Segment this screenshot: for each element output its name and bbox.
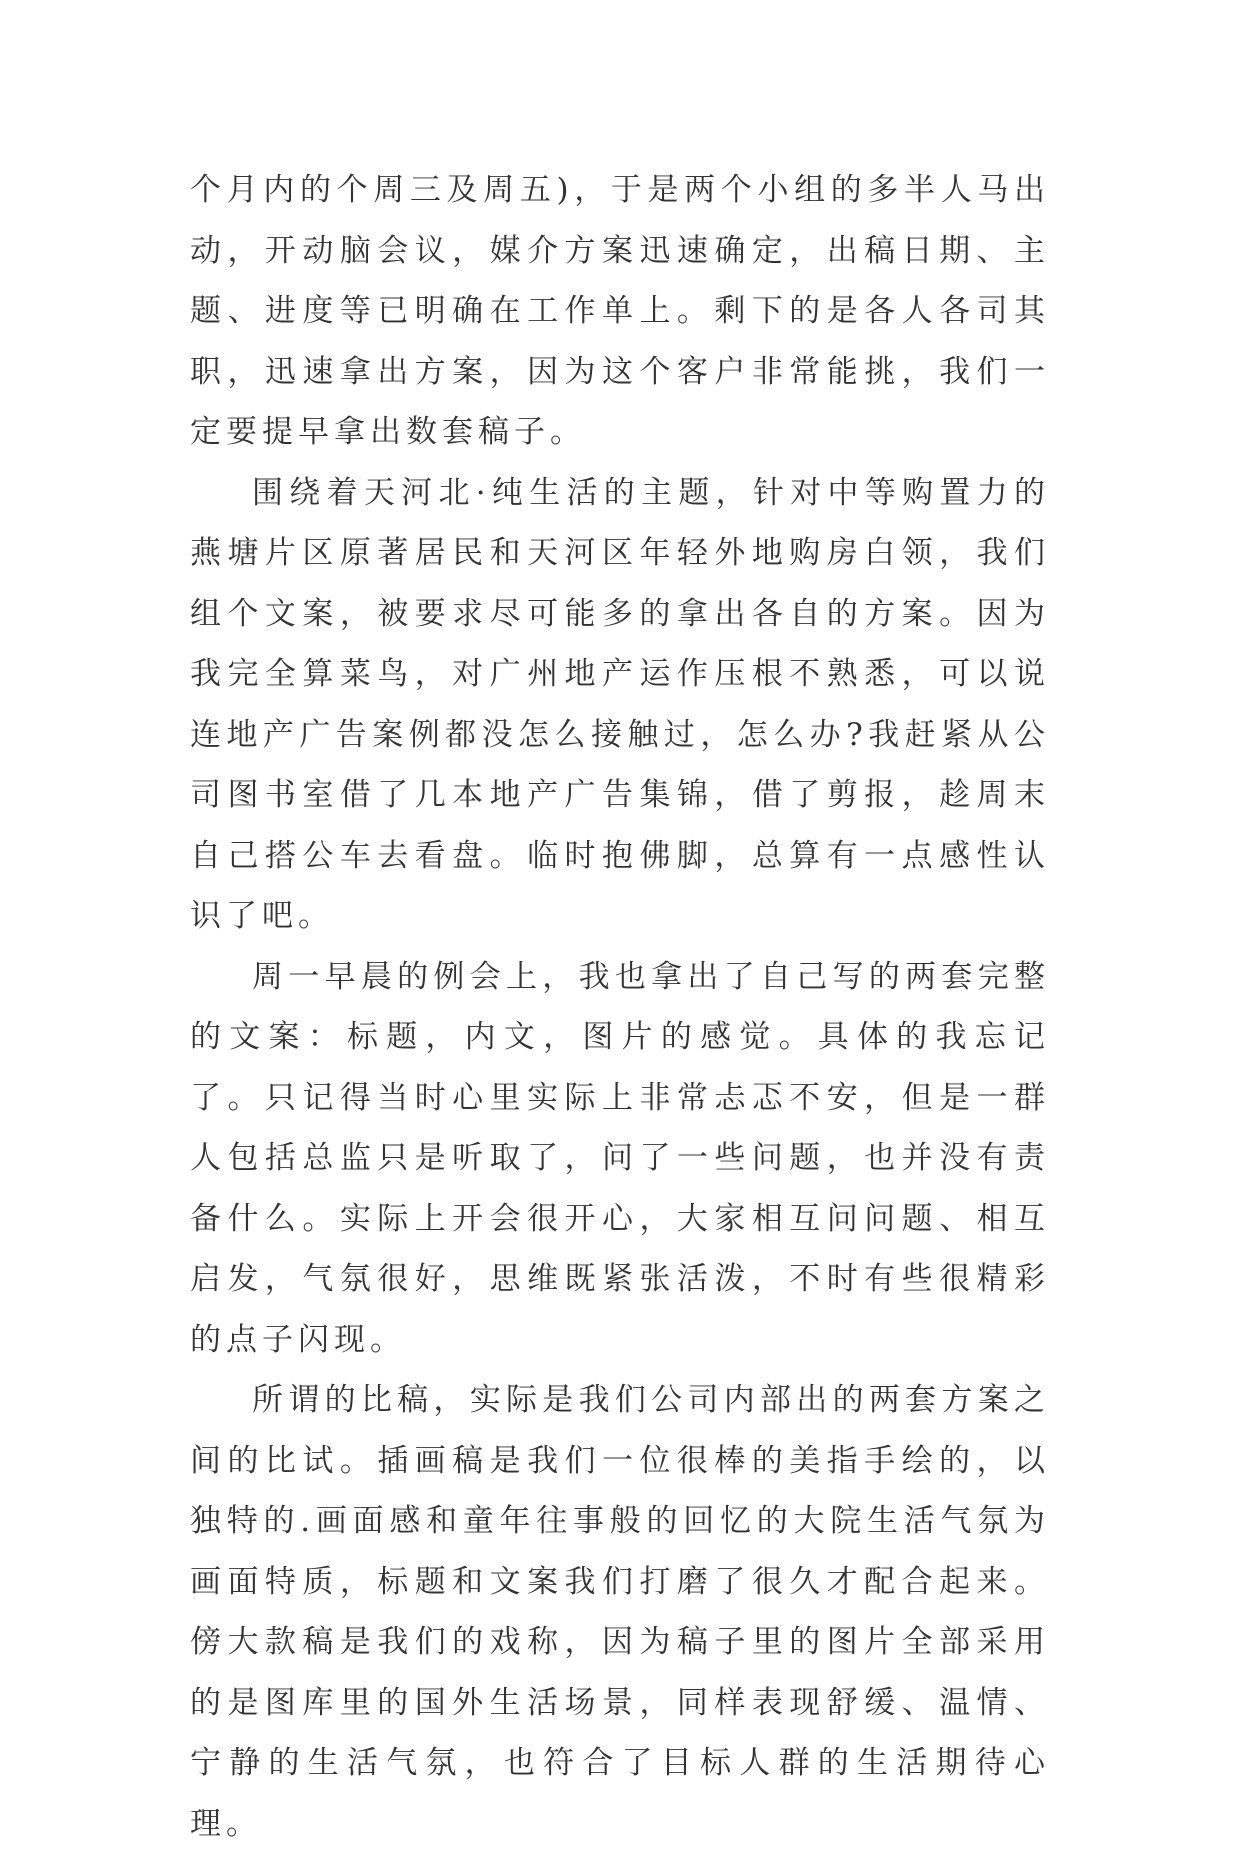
paragraph-1: 个月内的个周三及周五)，于是两个小组的多半人马出动，开动脑会议，媒介方案迅速确定，出稿日期、主题、进度等已明确在工作单上。剩下的是各人各司其职，迅速拿出方案，因为这个客户非常能挑，我们一定要提早拿出数套稿子。 (190, 172, 1050, 450)
paragraph-4: 所谓的比稿，实际是我们公司内部出的两套方案之间的比试。插画稿是我们一位很棒的美指手绘的，以独特的.画面感和童年往事般的回忆的大院生活气氛为画面特质，标题和文案我们打磨了很久才配合起来。傍大款稿是我们的戏称，因为稿子里的图片全部采用的是图库里的国外生活场景，同样表现舒缓、温情、宁静的生活气氛，也符合了目标人群的生活期待心理。 (190, 1382, 1050, 1842)
paragraph-3: 周一早晨的例会上，我也拿出了自己写的两套完整的文案：标题，内文，图片的感觉。具体的我忘记了。只记得当时心里实际上非常忐忑不安，但是一群人包括总监只是听取了，问了一些问题，也并没有责备什么。实际上开会很开心，大家相互问问题、相互启发，气氛很好，思维既紧张活泼，不时有些很精彩的点子闪现。 (190, 958, 1050, 1358)
document-body (190, 160, 1050, 1854)
paragraph-2: 围绕着天河北·纯生活的主题，针对中等购置力的燕塘片区原著居民和天河区年轻外地购房白领，我们组个文案，被要求尽可能多的拿出各自的方案。因为我完全算菜鸟，对广州地产运作压根不熟悉，可以说连地产广告案例都没怎么接触过，怎么办?我赶紧从公司图书室借了几本地产广告集锦，借了剪报，趁周末自己搭公车去看盘。临时抱佛脚，总算有一点感性认识了吧。 (190, 474, 1050, 934)
